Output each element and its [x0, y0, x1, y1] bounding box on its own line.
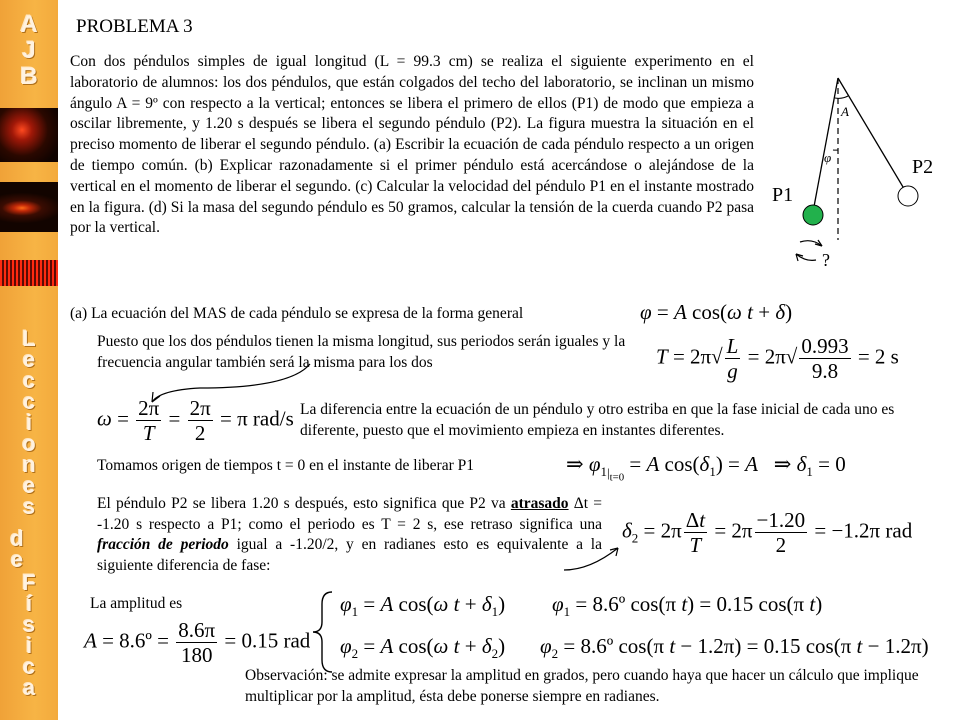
equation-brace — [310, 590, 336, 674]
sidebar-de-letters: d e — [10, 526, 24, 572]
p2-string — [838, 78, 906, 192]
origin-text: Tomamos origen de tiempos t = 0 en el instante de liberar P1 — [97, 457, 474, 474]
sidebar-photo-1 — [0, 108, 58, 162]
phi2-value: $\varphi_2$ = 8.6º cos(π t − 1.2π) = 0.15 cos(π t − 1.2π) — [540, 634, 929, 662]
origin-equation: ⇒ $\varphi_{1|_{t=0}} = A$ $\cos(\delta_1) = A$ ⇒ $\delta_1 = 0$ — [566, 452, 846, 484]
amplitude-equation: A = 8.6º = $\frac{8.6\pi}{180}$ = 0.15 rad — [84, 618, 311, 667]
p1-label: P1 — [772, 184, 794, 206]
sidebar-lecciones-letters: L e c c i o n e s — [22, 326, 36, 519]
phase-diff-text: La diferencia entre la ecuación de un péndulo y otro estriba en que la fase inicial de cada uno es diferente, puesto que el movimiento empieza en instantes diferentes. — [300, 401, 895, 439]
p2-bold-word: atrasado — [510, 495, 569, 512]
pendulum-figure — [762, 70, 952, 275]
question-mark: ? — [822, 250, 830, 270]
amplitude-label: La amplitud es — [90, 595, 183, 612]
sidebar-top-letters: A J B — [20, 11, 38, 90]
omega-equation: ω = $\frac{2\pi}{T}$ = $\frac{2\pi}{2}$ = π rad/s — [97, 396, 294, 445]
delta2-equation: $\delta_2 = 2\pi$ $\frac{\Delta t}{T}$ = 2π $\frac{-1.20}{2}$ = −1.2π rad — [622, 508, 913, 557]
sidebar-decoration — [0, 0, 58, 720]
sidebar-fisica-letters: F í s i c a — [22, 570, 36, 700]
observation-note: Observación: se admite expresar la amplitud en grados, pero cuando haya que hacer un cálculo que implique multiplicar por la amplitud, ésta debe ponerse siempre en radianes. — [245, 667, 919, 705]
p2-bold-italic: fracción de periodo — [97, 536, 229, 553]
p2-label: P2 — [912, 156, 934, 178]
p1-bob — [803, 205, 823, 225]
period-text: Puesto que los dos péndulos tienen la misma longitud, sus periodos serán iguales y la frecuencia angular también será la misma para los dos — [97, 333, 626, 371]
angle-phi-label: φ — [824, 150, 832, 165]
p2-paragraph: El péndulo P2 se libera 1.20 s después, esto significa que P2 va atrasado Δt = -1.20 s respecto a P1; como el periodo es T = 2 s, ese retraso significa una fracción de periodo igual a -1.20/2, y en radianes esto es equivalente a la siguiente diferencia de fase: — [97, 495, 603, 574]
problem-statement: Con dos péndulos simples de igual longitud (L = 99.3 cm) se realiza el siguiente experimento en el laboratorio de alumnos: los dos péndulos, que están colgados del techo del laboratorio, se inclinan un mismo ángulo A = 9º con respecto a la vertical; entonces se libera el primero de ellos (P1) de modo que empieza a oscilar libremente, y 1.20 s después se libera el segundo péndulo (P2). La figura muestra la situación en el preciso momento de liberar el segundo péndulo. (a) Escribir la ecuación de cada péndulo respecto a un origen de tiempo común. (b) Explicar razonadamente si el primer péndulo está acercándose o alejándose de la vertical en el momento de liberar el segundo. (c) Calcular la velocidad del péndulo P1 en el instante mostrado en la figura. (d) Si la masa del segundo péndulo es 50 gramos, calcular la tensión de la cuerda cuando P2 pasa por la vertical. — [70, 53, 754, 237]
phi1-general: $\varphi_1 = A$ cos(ω $t + \delta_1$) — [340, 592, 506, 620]
period-equation: T = 2π√ $\frac{L}{g}$ = 2π√ $\frac{0.993}{9.8}$ = 2 s — [656, 334, 899, 383]
arrow-to-delta2 — [560, 540, 630, 576]
p1-string — [813, 78, 838, 212]
general-equation: φ = A cos(ω t + δ) — [640, 300, 793, 324]
phi2-general: $\varphi_2 = A$ cos(ω $t + \delta_2$) — [340, 634, 506, 662]
p2-bob — [898, 186, 918, 206]
angle-a-label: A — [841, 104, 849, 119]
part-a-intro: (a) La ecuación del MAS de cada péndulo se expresa de la forma general — [70, 305, 524, 322]
sidebar-photo-3 — [0, 260, 58, 286]
page-title: PROBLEMA 3 — [76, 16, 193, 37]
sidebar-photo-2 — [0, 182, 58, 232]
phi1-value: $\varphi_1$ = 8.6º cos(π t) = 0.15 cos(π t) — [552, 592, 823, 620]
